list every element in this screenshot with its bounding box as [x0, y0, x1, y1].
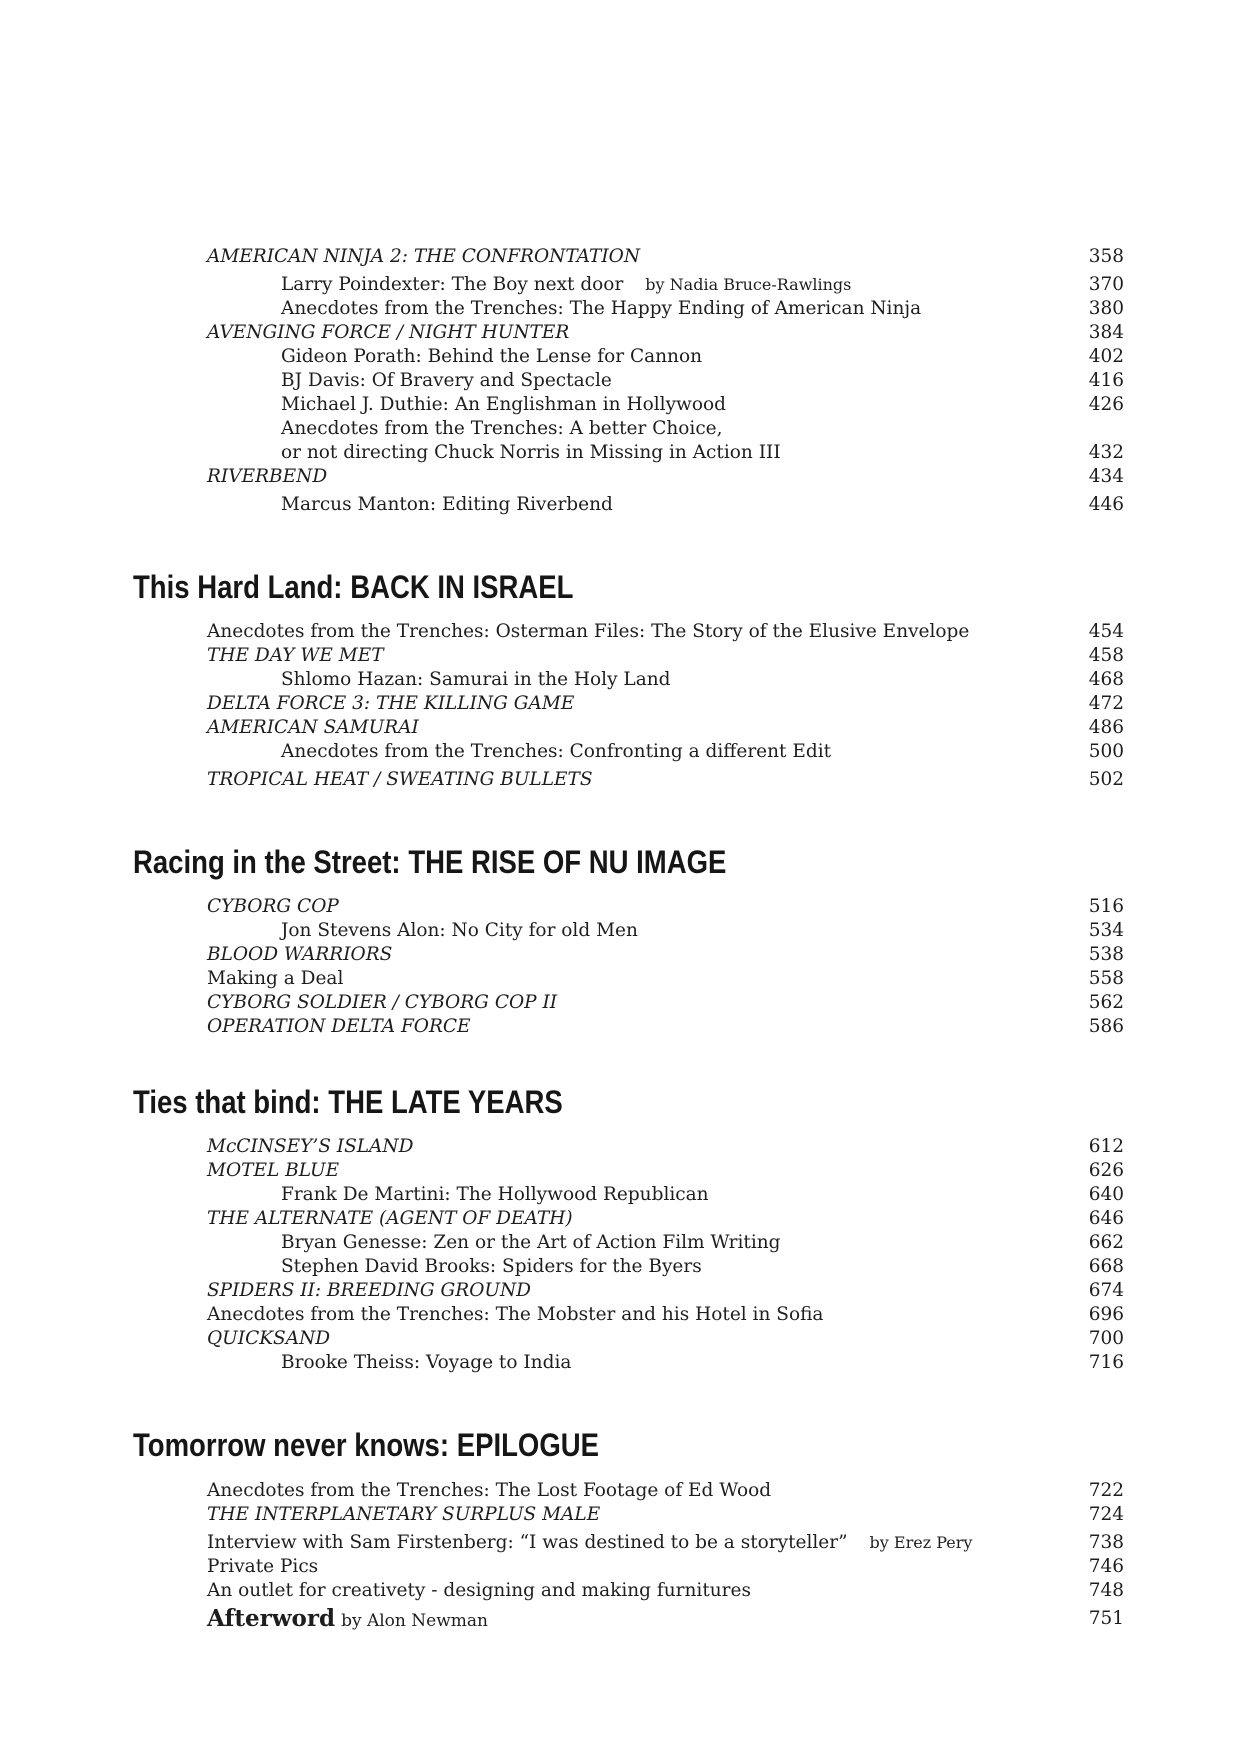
entry-title: Making a Deal — [207, 968, 344, 989]
page-number: 432 — [1088, 442, 1124, 463]
page-number: 534 — [1088, 920, 1124, 941]
page-number: 446 — [1088, 494, 1124, 515]
entry-title: Anecdotes from the Trenches: Osterman Files: The Story of the Elusive Envelope — [207, 621, 970, 642]
section-heading-lead: Tomorrow never knows: — [133, 1427, 450, 1463]
section-heading — [133, 840, 726, 884]
entry-title: Michael J. Duthie: An Englishman in Hollywood — [281, 394, 726, 415]
page-number: 612 — [1088, 1136, 1124, 1157]
toc-entry — [0, 765, 1240, 795]
toc-entry — [0, 242, 1240, 272]
page-number: 370 — [1088, 274, 1124, 295]
section-heading — [133, 1080, 563, 1124]
entry-title: McCINSEY’S ISLAND — [207, 1136, 414, 1157]
toc-entry — [0, 490, 1240, 520]
page-number: 558 — [1088, 968, 1124, 989]
page-number: 516 — [1088, 896, 1124, 917]
toc-entry — [0, 462, 1240, 492]
page-number: 722 — [1088, 1480, 1124, 1501]
page-number: 384 — [1088, 322, 1124, 343]
page-number: 472 — [1088, 693, 1124, 714]
toc-entry-afterword — [0, 1604, 1240, 1634]
page-number: 700 — [1088, 1328, 1124, 1349]
entry-title: or not directing Chuck Norris in Missing in Action III — [281, 442, 781, 463]
page-number: 454 — [1088, 621, 1124, 642]
section-heading-lead: Racing in the Street: — [133, 844, 401, 880]
page-number: 426 — [1088, 394, 1124, 415]
entry-title: BLOOD WARRIORS — [207, 944, 393, 965]
entry-title: Anecdotes from the Trenches: The Lost Footage of Ed Wood — [207, 1480, 772, 1501]
toc-entry — [0, 1012, 1240, 1042]
page-number: 458 — [1088, 645, 1124, 666]
entry-title: Shlomo Hazan: Samurai in the Holy Land — [281, 669, 671, 690]
entry-title: Anecdotes from the Trenches: A better Choice, — [281, 418, 723, 439]
page-number: 500 — [1088, 741, 1124, 762]
section-heading-title: BACK IN ISRAEL — [350, 569, 574, 605]
entry-title: DELTA FORCE 3: THE KILLING GAME — [207, 693, 575, 714]
page-number: 358 — [1088, 246, 1124, 267]
entry-title: OPERATION DELTA FORCE — [207, 1016, 471, 1037]
page-number: 434 — [1088, 466, 1124, 487]
entry-title: THE INTERPLANETARY SURPLUS MALE — [207, 1504, 601, 1525]
page-number: 626 — [1088, 1160, 1124, 1181]
section-heading-lead: Ties that bind: — [133, 1084, 321, 1120]
entry-title: BJ Davis: Of Bravery and Spectacle — [281, 370, 612, 391]
entry-title: Frank De Martini: The Hollywood Republican — [281, 1184, 709, 1205]
entry-title: Marcus Manton: Editing Riverbend — [281, 494, 613, 515]
section-heading — [133, 1423, 599, 1467]
page-number: 640 — [1088, 1184, 1124, 1205]
page-number: 380 — [1088, 298, 1124, 319]
entry-title: RIVERBEND — [207, 466, 328, 487]
entry-title: TROPICAL HEAT / SWEATING BULLETS — [207, 769, 593, 790]
entry-title: THE ALTERNATE (AGENT OF DEATH) — [207, 1208, 573, 1229]
entry-title: Anecdotes from the Trenches: The Mobster and his Hotel in Sofia — [207, 1304, 824, 1325]
page-number: 402 — [1088, 346, 1124, 367]
page-number: 746 — [1088, 1556, 1124, 1577]
entry-title: Brooke Theiss: Voyage to India — [281, 1352, 572, 1373]
page-number: 646 — [1088, 1208, 1124, 1229]
entry-title: CYBORG SOLDIER / CYBORG COP II — [207, 992, 558, 1013]
section-heading-title: THE RISE OF NU IMAGE — [408, 844, 727, 880]
page-number: 724 — [1088, 1504, 1124, 1525]
section-heading-title: EPILOGUE — [456, 1427, 599, 1463]
entry-title: AMERICAN NINJA 2: THE CONFRONTATION — [207, 246, 641, 267]
page-number: 662 — [1088, 1232, 1124, 1253]
entry-title: THE DAY WE MET — [207, 645, 384, 666]
page-number: 586 — [1088, 1016, 1124, 1037]
entry-title: Gideon Porath: Behind the Lense for Cannon — [281, 346, 703, 367]
entry-title: SPIDERS II: BREEDING GROUND — [207, 1280, 531, 1301]
page-number: 468 — [1088, 669, 1124, 690]
toc-entry — [0, 737, 1240, 767]
page-number: 696 — [1088, 1304, 1124, 1325]
page-number: 416 — [1088, 370, 1124, 391]
entry-title: Larry Poindexter: The Boy next door — [281, 274, 624, 295]
entry-title: AVENGING FORCE / NIGHT HUNTER — [207, 322, 570, 343]
entry-title: Private Pics — [207, 1556, 319, 1577]
page-number: 716 — [1088, 1352, 1124, 1373]
entry-byline: by Erez Pery — [869, 1533, 973, 1552]
entry-title: CYBORG COP — [207, 896, 339, 917]
toc-entry — [0, 1576, 1240, 1606]
section-heading-lead: This Hard Land: — [133, 569, 343, 605]
page-number: 674 — [1088, 1280, 1124, 1301]
page-number: 748 — [1088, 1580, 1124, 1601]
entry-title: Anecdotes from the Trenches: Confronting a different Edit — [281, 741, 832, 762]
page-number: 486 — [1088, 717, 1124, 738]
page-number: 502 — [1088, 769, 1124, 790]
entry-title: AMERICAN SAMURAI — [207, 717, 419, 738]
section-heading-title: THE LATE YEARS — [328, 1084, 563, 1120]
entry-title: Anecdotes from the Trenches: The Happy Ending of American Ninja — [281, 298, 922, 319]
entry-title: Stephen David Brooks: Spiders for the Byers — [281, 1256, 702, 1277]
entry-title: Jon Stevens Alon: No City for old Men — [281, 920, 638, 941]
page-number: 668 — [1088, 1256, 1124, 1277]
entry-title: MOTEL BLUE — [207, 1160, 340, 1181]
entry-byline: by Nadia Bruce-Rawlings — [645, 275, 852, 294]
entry-byline: by Alon Newman — [341, 1611, 488, 1631]
entry-title: Afterword — [207, 1605, 336, 1632]
page-number: 538 — [1088, 944, 1124, 965]
entry-title: Bryan Genesse: Zen or the Art of Action Film Writing — [281, 1232, 781, 1253]
section-heading — [133, 565, 573, 609]
page-number: 738 — [1088, 1532, 1124, 1553]
page-number: 751 — [1088, 1608, 1124, 1629]
entry-title: QUICKSAND — [207, 1328, 331, 1349]
page-number: 562 — [1088, 992, 1124, 1013]
toc-entry — [0, 1500, 1240, 1530]
entry-title: Interview with Sam Firstenberg: “I was destined to be a storyteller” — [207, 1532, 848, 1553]
toc-entry — [0, 1348, 1240, 1378]
entry-title: An outlet for creativety - designing and making furnitures — [207, 1580, 751, 1601]
